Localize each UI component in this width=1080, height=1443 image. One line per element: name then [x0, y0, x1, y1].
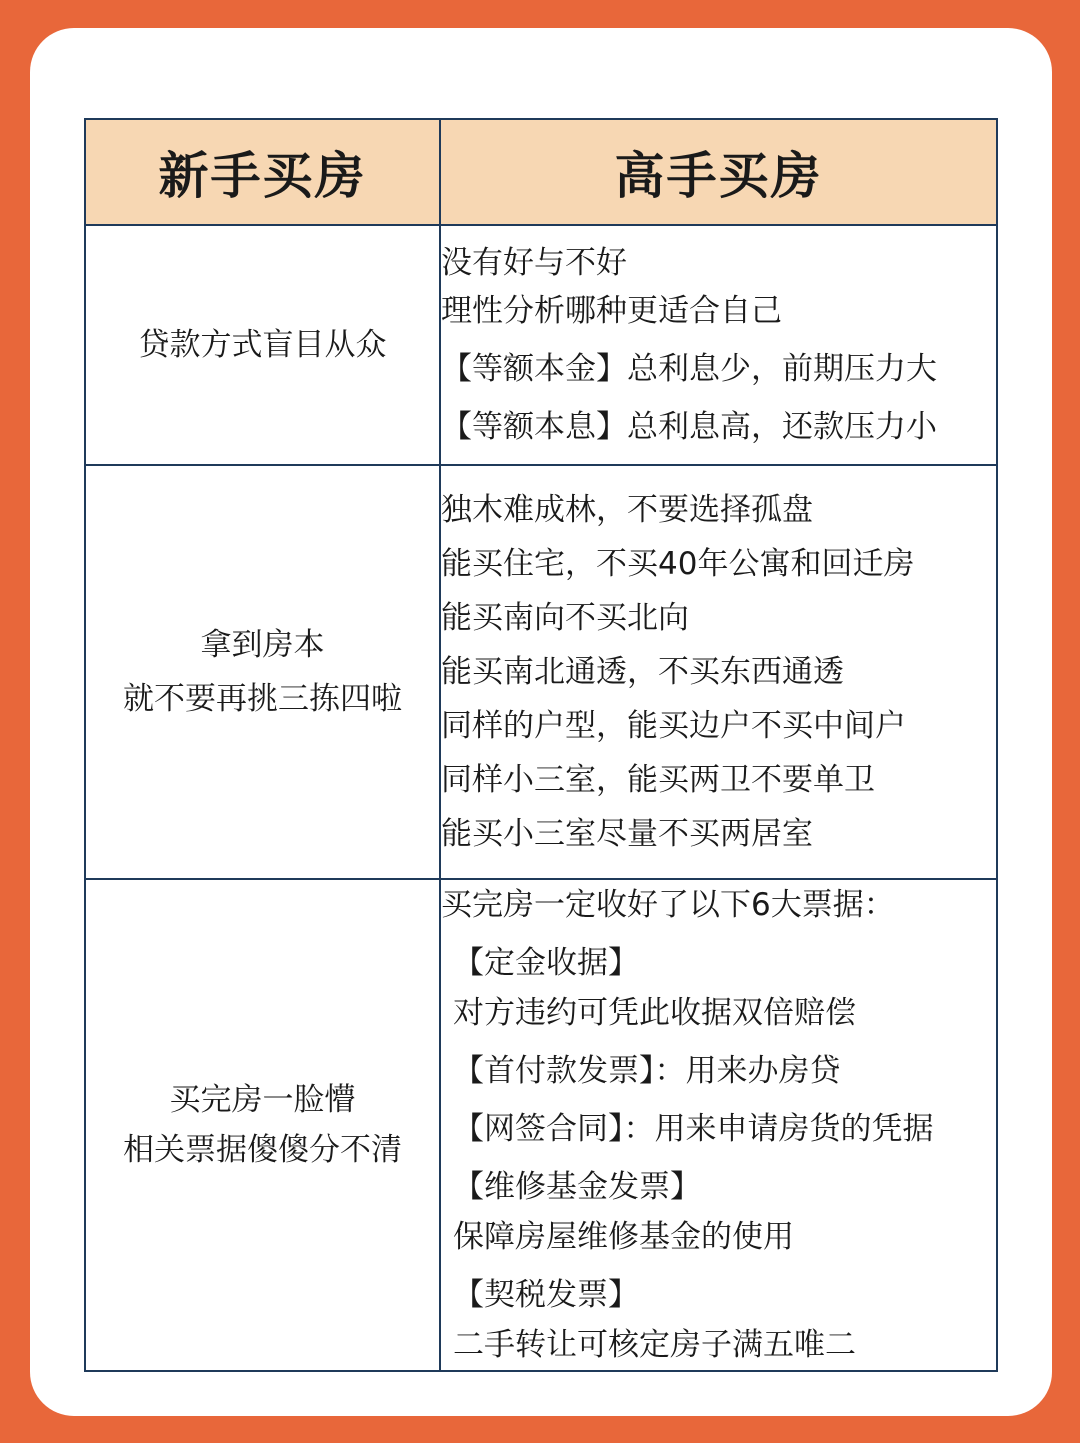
expert-line: 能买南向不买北向 [441, 600, 689, 636]
table-row [85, 879, 997, 1371]
novice-line: 拿到房本 [200, 627, 325, 663]
expert-line: 没有好与不好 [441, 245, 627, 281]
novice-line: 相关票据傻傻分不清 [123, 1132, 402, 1168]
expert-line: 保障房屋维修基金的使用 [453, 1219, 794, 1255]
row-1-novice [85, 225, 440, 465]
header-expert: 高手买房 [440, 119, 997, 225]
expert-line: 能买住宅，不买40年公寓和回迁房 [441, 546, 915, 582]
expert-line: 同样小三室，能买两卫不要单卫 [441, 762, 875, 798]
novice-line: 买完房一脸懵 [169, 1082, 356, 1118]
expert-line: 能买小三室尽量不买两居室 [441, 816, 813, 852]
expert-line: 理性分析哪种更适合自己 [441, 293, 782, 329]
table-row [85, 225, 997, 465]
novice-line: 贷款方式盲目从众 [138, 327, 387, 363]
table-row [85, 465, 997, 879]
novice-line: 就不要再挑三拣四啦 [123, 681, 402, 717]
comparison-table [84, 118, 998, 1372]
expert-line: 对方违约可凭此收据双倍赔偿 [453, 995, 856, 1031]
expert-line: 【网签合同】：用来申请房货的凭据 [453, 1111, 934, 1147]
expert-line: 同样的户型，能买边户不买中间户 [441, 708, 906, 744]
expert-line: 独木难成林，不要选择孤盘 [441, 492, 813, 528]
row-2-expert [440, 465, 997, 879]
expert-line: 【等额本金】总利息少，前期压力大 [441, 351, 937, 387]
expert-line: 能买南北通透，不买东西通透 [441, 654, 844, 690]
expert-line: 【定金收据】 [453, 945, 639, 981]
row-2-novice [85, 465, 440, 879]
row-3-novice [85, 879, 440, 1371]
row-3-expert [440, 879, 997, 1371]
table-header-row [85, 119, 997, 225]
header-novice: 新手买房 [85, 119, 440, 225]
expert-line: 买完房一定收好了以下6大票据： [441, 887, 895, 923]
expert-line: 【首付款发票】：用来办房贷 [453, 1053, 841, 1089]
expert-line: 【等额本息】总利息高，还款压力小 [441, 409, 937, 445]
expert-line: 【契税发票】 [453, 1277, 639, 1313]
row-1-expert [440, 225, 997, 465]
expert-line: 【维修基金发票】 [453, 1169, 701, 1205]
expert-line: 二手转让可核定房子满五唯二 [453, 1327, 856, 1363]
